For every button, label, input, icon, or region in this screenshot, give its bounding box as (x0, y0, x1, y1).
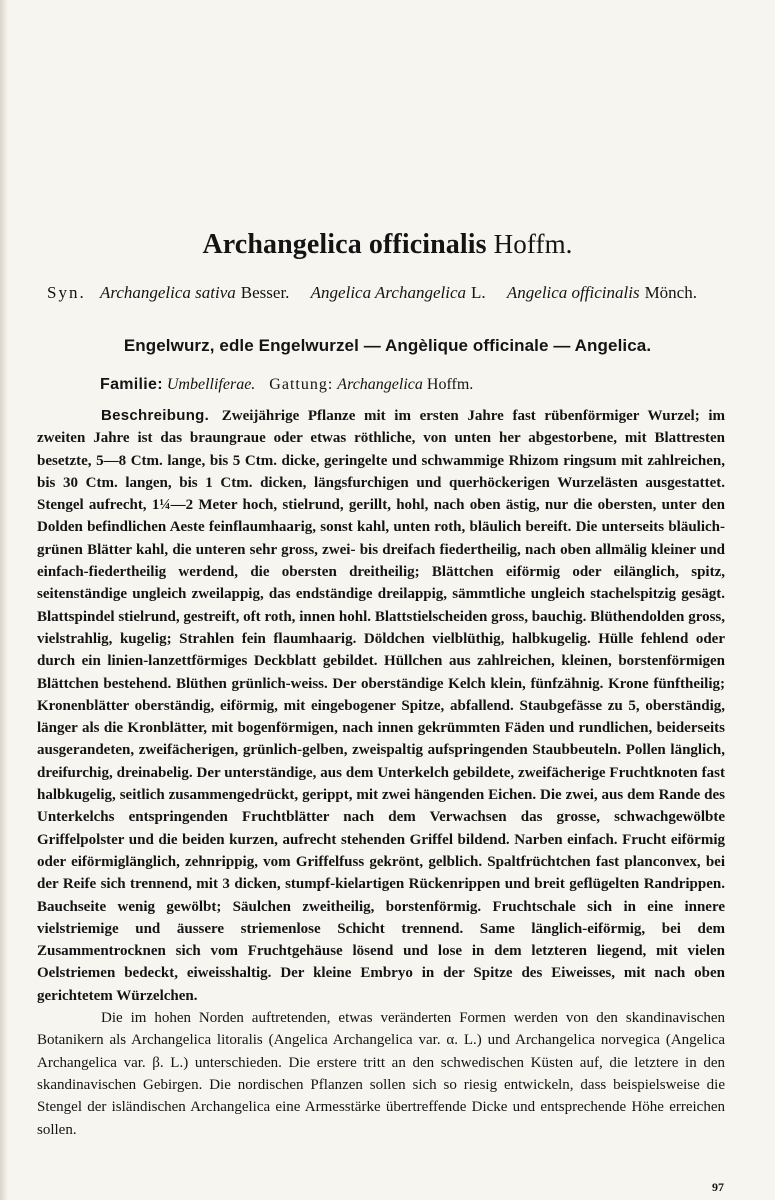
genus-author: Hoffm. (426, 376, 474, 393)
description-heading: Beschreibung. (101, 407, 210, 424)
synonyms-line (47, 280, 727, 306)
description-body (37, 405, 725, 1141)
species-author: Hoffm. (493, 229, 573, 259)
common-names: Engelwurz, edle Engelwurzel — Angèlique officinale — Angelica. (123, 336, 652, 355)
synonym-author: Mönch. (644, 283, 697, 302)
synonym-name: Angelica Archangelica (310, 283, 466, 302)
family-label: Familie: (100, 376, 163, 393)
genus-value: Archangelica (337, 376, 423, 393)
page-edge-shadow (0, 0, 8, 1200)
description-text: Zweijährige Pflanze mit im ersten Jahre fast rübenförmiger Wurzel; im zweiten Jahre ist das braungraue oder etwas röthliche, von unten her abgestorbene, mit Blattresten besetzte, 5—8 Ctm. lange, bis 5 Ctm. dicke, geringelte und schwammige Rhizom ringsum mit zahlreichen, bis 30 Ctm. langen, bis 1 Ctm. dicken, längsfurchigen und querhöckerigen Wurzelästen ausgestattet. Stengel aufrecht, 1¼—2 Meter hoch, stielrund, gerillt, hohl, nach oben ästig, nur die obersten, unter den Dolden befindlichen Aeste feinflaumhaarig, sonst kahl, unten roth, bläulich bereift. Die unterseits bläulich-grünen Blätter kahl, die unteren sehr gross, zwei- bis dreifach fiedertheilig, nach oben allmälig kleiner und einfach-fiedertheilig werdend, die obersten dreitheilig; Blättchen eiförmig oder eilänglich, spitz, seitenständige ungleich zweilappig, das endständige dreilappig, sämmtliche ungleich stachelspitzig gesägt. Blattspindel stielrund, gestreift, oft roth, innen hohl. Blattstielscheiden gross, bauchig. Blüthendolden gross, vielstrahlig, kugelig; Strahlen fein flaumhaarig. Döldchen vielblüthig, halbkugelig. Hülle fehlend oder durch ein linien-lanzettförmiges Deckblatt gebildet. Hüllchen aus zahlreichen, kleinen, borstenförmigen Blättchen bestehend. Blüthen grünlich-weiss. Der oberständige Kelch klein, fünfzähnig. Krone fünftheilig; Kronenblätter oberständig, eiförmig, mit eingebogener Spitze, abfallend. Staubgefässe zu 5, oberständig, länger als die Kronblätter, mit bogenförmigen, nach innen gekrümmten Fäden und rundlichen, beiderseits ausgerandeten, zweifächerigen, grünlich-gelben, zweispaltig aufspringenden Staubbeuteln. Pollen länglich, dreifurchig, dreinabelig. Der unterständige, aus dem Unterkelch gebildete, zweifächerige Fruchtknoten fast halbkugelig, seitlich zusammengedrückt, gerippt, mit zwei hängenden Eichen. Die zwei, aus dem Rande des Unterkelchs entspringenden Fruchtblätter nach dem Verwachsen das grosse, schwachgewölbte Griffelpolster und die beiden kurzen, aufrecht stehenden Griffel bildend. Narben einfach. Frucht eiförmig oder eiförmiglänglich, zehnrippig, vom Griffelfuss gekrönt, gelblich. Spaltfrüchtchen fast planconvex, bei der Reife sich trennend, mit 3 dicken, stumpf-kielartigen Rückenrippen und breit geflügelten Randrippen. Bauchseite wenig gewölbt; Säulchen zweitheilig, borstenförmig. Fruchtschale sich in eine innere vielstriemige und äussere striemenlose Schicht trennend. Same länglich-eiförmig, bei dem Zusammentrocknen sich vom Fruchtgehäuse lösend und lose in dem letzteren liegend, mit vielen Oelstriemen bedeckt, eiweisshaltig. Der kleine Embryo in der Spitze des Eiweisses, mit nach oben gerichtetem Würzelchen. (37, 408, 726, 1004)
synonyms-label: Syn. (47, 283, 86, 302)
synonym-author: L. (471, 283, 486, 302)
synonym-author: Besser. (240, 283, 290, 302)
description-paragraph-2: Die im hohen Norden auftretenden, etwas veränderten Formen werden von den skandinavischen Botanikern als Archangelica litoralis (Angelica Archangelica var. α. L.) und Archangelica norvegica (Angelica Archangelica var. β. L.) unterschieden. Die erstere tritt an den schwedischen Küsten auf, die letztere in den skandinavischen Gebirgen. Die nordischen Pflanzen sollen sich so riesig entwickeln, dass beispielsweise die Stengel der isländischen Archangelica eine Armesstärke übertreffende Dicke und entsprechende Höhe erreichen sollen. (37, 1010, 725, 1138)
family-line (100, 373, 720, 397)
species-name: Archangelica officinalis (202, 229, 487, 260)
page-number: 97 (712, 1180, 724, 1194)
synonym-name: Angelica officinalis (506, 283, 640, 302)
species-title (0, 227, 775, 262)
description-paragraph (37, 405, 725, 1007)
synonym-name: Archangelica sativa (99, 283, 236, 302)
genus-label: Gattung: (269, 376, 334, 393)
family-value: Umbelliferae. (166, 376, 256, 393)
